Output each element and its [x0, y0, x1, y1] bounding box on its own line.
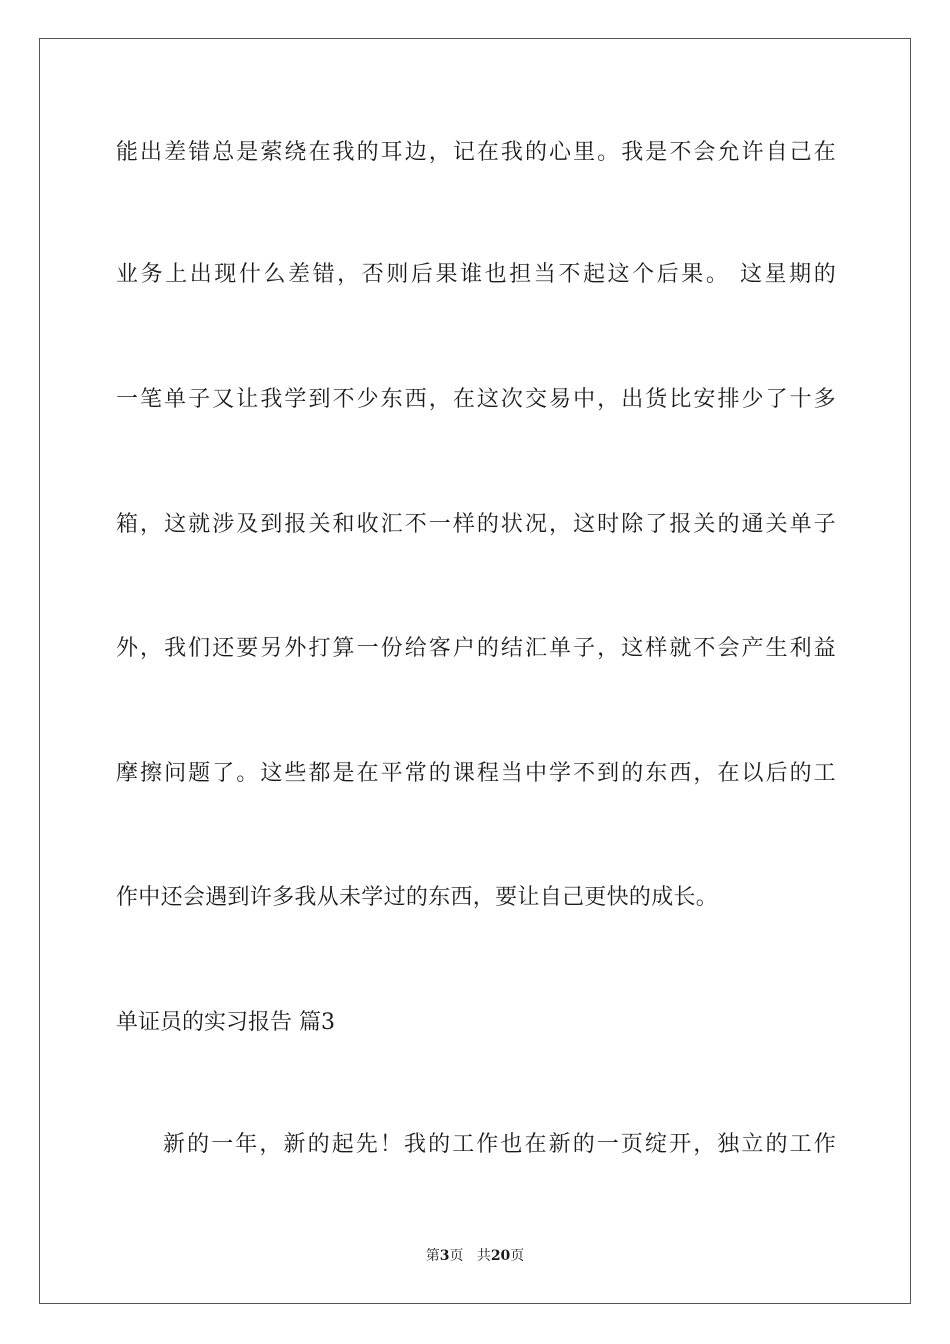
footer-total-pages: 20 — [490, 1248, 511, 1264]
body-line-3: 一笔单子又让我学到不少东西，在这次交易中，出货比安排少了十多 — [116, 387, 836, 412]
body-line-1: 能出差错总是萦绕在我的耳边，记在我的心里。我是不会允许自己在 — [116, 140, 836, 165]
body-line-5: 外，我们还要另外打算一份给客户的结汇单子，这样就不会产生利益 — [116, 636, 836, 661]
body-line-6: 摩擦问题了。这些都是在平常的课程当中学不到的东西，在以后的工 — [116, 761, 836, 786]
body-line-2: 业务上出现什么差错，否则后果谁也担当不起这个后果。 这星期的 — [116, 262, 836, 287]
footer-page-prefix: 第 — [425, 1248, 440, 1264]
footer-page-number: 3 — [439, 1248, 450, 1264]
new-paragraph-line: 新的一年，新的起先！我的工作也在新的一页绽开，独立的工作 — [163, 1132, 836, 1157]
body-line-4: 箱，这就涉及到报关和收汇不一样的状况，这时除了报关的通关单子 — [116, 512, 836, 537]
footer-total-prefix: 共 — [476, 1248, 491, 1264]
page-border — [39, 38, 911, 1304]
section-heading: 单证员的实习报告 篇3 — [116, 1010, 335, 1035]
body-line-7: 作中还会遇到许多我从未学过的东西，要让自己更快的成长。 — [116, 885, 719, 910]
footer-page-suffix: 页 — [449, 1248, 464, 1264]
page-footer — [0, 1246, 950, 1266]
footer-total-suffix: 页 — [510, 1248, 525, 1264]
